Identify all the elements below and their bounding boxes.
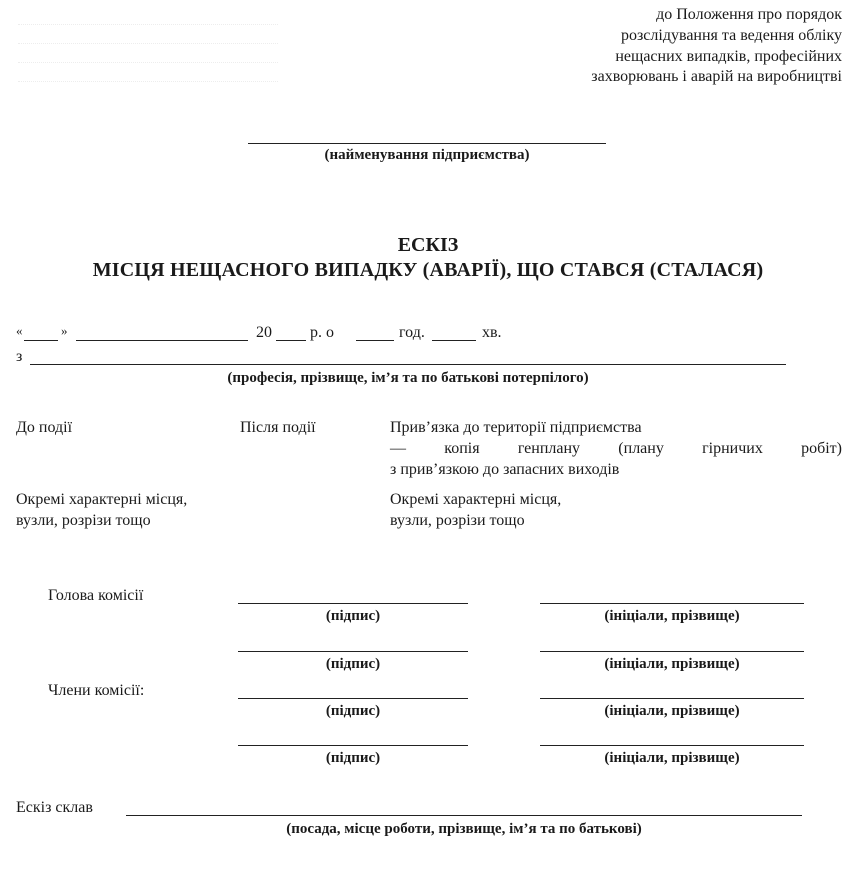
after-event-label: Після події [240, 419, 316, 436]
regulation-reference-line: до Положення про порядок [656, 6, 842, 23]
regulation-reference [422, 5, 842, 88]
characteristic-places-line: вузли, розрізи тощо [16, 511, 151, 529]
signature-caption: (підпис) [325, 750, 381, 766]
hour-label: год. [399, 324, 425, 341]
signature-field[interactable] [238, 698, 468, 699]
quote-open: « [16, 323, 23, 338]
victim-prefix: з [16, 348, 23, 365]
regulation-reference-line: розслідування та ведення обліку [620, 26, 842, 44]
enterprise-name-line[interactable] [248, 143, 606, 144]
binding-line: з прив’язкою до запасних виходів [390, 460, 620, 478]
date-time-row [16, 323, 636, 345]
binding-line: — копія генплану (плану гірничих робіт) [390, 439, 842, 457]
day-field[interactable] [24, 340, 58, 341]
characteristic-places-line: вузли, розрізи тощо [390, 511, 525, 529]
name-field[interactable] [540, 745, 804, 746]
name-field[interactable] [540, 603, 804, 604]
year-field[interactable] [276, 340, 306, 341]
drafted-by-label: Ескіз склав [16, 799, 93, 816]
document-subtitle: МІСЦЯ НЕЩАСНОГО ВИПАДКУ (АВАРІЇ), ЩО СТАВСЯ (СТАЛАСЯ) [92, 259, 764, 281]
signature-caption: (підпис) [325, 608, 381, 624]
characteristic-places-line: Окремі характерні місця, [16, 491, 188, 508]
name-field[interactable] [540, 698, 804, 699]
binding-line: Прив’язка до території підприємства [390, 419, 642, 436]
minute-label: хв. [482, 324, 502, 341]
hour-field[interactable] [356, 340, 394, 341]
signature-field[interactable] [238, 603, 468, 604]
year-suffix: р. о [310, 324, 334, 341]
signature-caption: (підпис) [325, 703, 381, 719]
name-field[interactable] [540, 651, 804, 652]
regulation-reference-line: захворювань і аварій на виробництві [591, 68, 842, 86]
victim-caption: (професія, прізвище, ім’я та по батькові потерпілого) [227, 370, 589, 386]
document-title: ЕСКІЗ [397, 234, 459, 256]
year-prefix: 20 [256, 324, 272, 341]
name-caption: (ініціали, прізвище) [604, 703, 740, 719]
enterprise-name-caption: (найменування підприємства) [324, 147, 530, 163]
drafted-by-caption: (посада, місце роботи, прізвище, ім’я та по батькові) [286, 821, 642, 837]
quote-close: » [61, 323, 68, 338]
month-field[interactable] [76, 340, 248, 341]
name-caption: (ініціали, прізвище) [604, 750, 740, 766]
name-caption: (ініціали, прізвище) [604, 656, 740, 672]
regulation-reference-line: нещасних випадків, професійних [615, 47, 842, 65]
before-event-label: До події [16, 419, 73, 436]
name-caption: (ініціали, прізвище) [604, 608, 740, 624]
victim-field[interactable] [30, 364, 786, 365]
signature-caption: (підпис) [325, 656, 381, 672]
members-label: Члени комісії: [48, 682, 145, 699]
chairman-label: Голова комісії [48, 587, 144, 604]
binding-block [390, 418, 842, 480]
characteristic-places-right [390, 490, 561, 532]
drafted-by-field[interactable] [126, 815, 802, 816]
signature-field[interactable] [238, 745, 468, 746]
signature-field[interactable] [238, 651, 468, 652]
characteristic-places-line: Окремі характерні місця, [390, 491, 562, 508]
bleed-through-text [18, 6, 278, 86]
characteristic-places-left [16, 490, 187, 532]
minute-field[interactable] [432, 340, 476, 341]
